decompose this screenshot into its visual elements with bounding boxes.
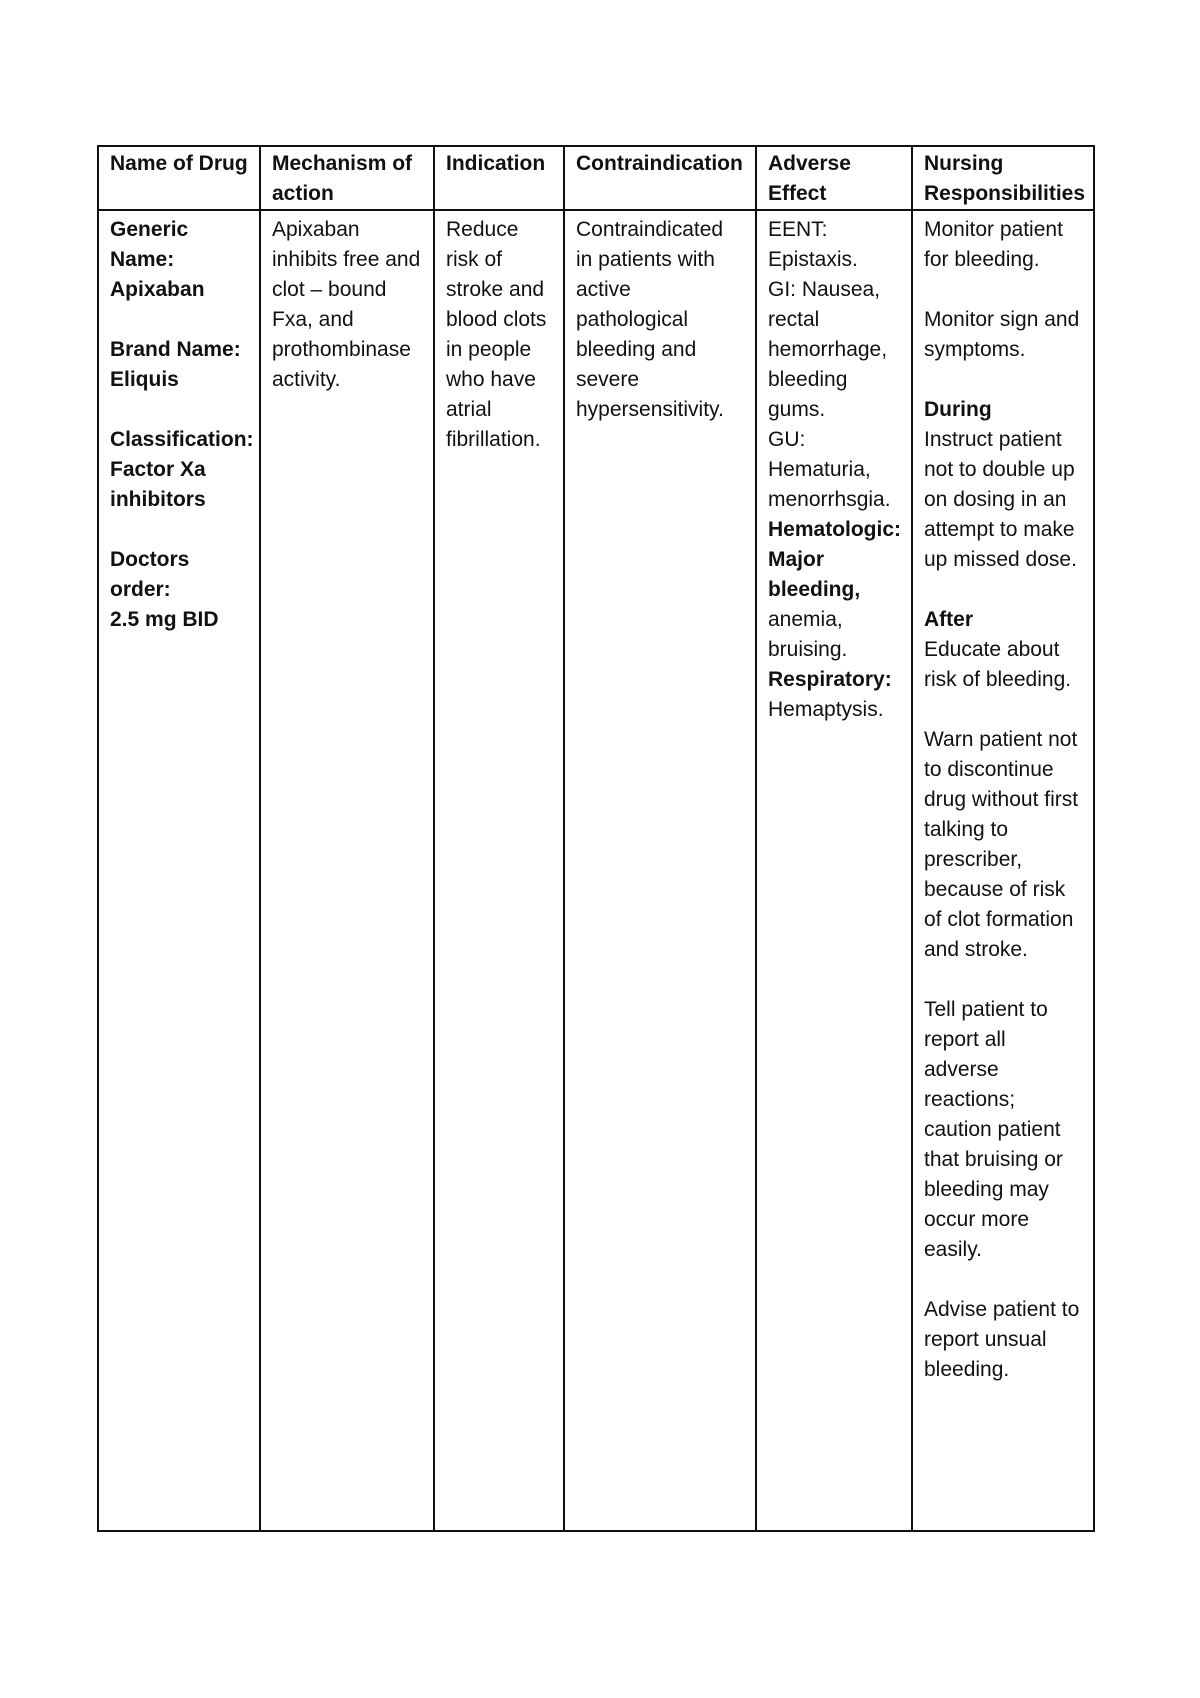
contraindication-text: Contraindicated in patients with active pathological bleeding and severe hypersensitivity.	[576, 218, 724, 421]
indication-text: Reduce risk of stroke and blood clots in people who have atrial fibrillation.	[446, 218, 547, 451]
nursing-item: Educate about risk of bleeding.	[924, 638, 1072, 691]
header-adverse-effect: Adverse Effect	[756, 146, 912, 210]
nursing-item: Tell patient to report all adverse reactions; caution patient that bruising or bleeding may occur more easily.	[924, 998, 1063, 1261]
eent-label: EENT:	[768, 218, 828, 241]
generic-name-value: Apixaban	[110, 278, 205, 301]
brand-name-label: Brand Name:	[110, 338, 241, 361]
header-name-of-drug: Name of Drug	[98, 146, 260, 210]
nursing-item: Advise patient to report unsual bleeding.	[924, 1298, 1080, 1381]
gi-effects: GI: Nausea, rectal hemorrhage, bleeding gums.	[768, 278, 888, 421]
generic-name-label: Generic Name:	[110, 218, 189, 271]
header-mechanism: Mechanism of action	[260, 146, 434, 210]
cell-adverse-effect	[756, 210, 912, 1531]
doctors-order-label: Doctors order:	[110, 548, 190, 601]
cell-name-of-drug	[98, 210, 260, 1531]
cell-contraindication	[564, 210, 756, 1531]
header-nursing-responsibilities: Nursing Responsibilities	[912, 146, 1094, 210]
table-header-row	[98, 146, 1094, 210]
eent-value: Epistaxis.	[768, 248, 858, 271]
header-contraindication: Contraindication	[564, 146, 756, 210]
cell-nursing-responsibilities	[912, 210, 1094, 1531]
table-row	[98, 210, 1094, 1531]
nursing-item: Monitor sign and symptoms.	[924, 308, 1080, 361]
nursing-item: Instruct patient not to double up on dosing in an attempt to make up missed dose.	[924, 428, 1077, 571]
cell-indication	[434, 210, 564, 1531]
brand-name-value: Eliquis	[110, 368, 179, 391]
nursing-item: Monitor patient for bleeding.	[924, 218, 1063, 271]
gu-value: Hematuria, menorrhsgia.	[768, 458, 891, 511]
classification-label: Classification:	[110, 428, 254, 451]
during-label: During	[924, 398, 992, 421]
doctors-order-value: 2.5 mg BID	[110, 608, 219, 631]
drug-study-table	[97, 145, 1095, 1532]
nursing-item: Warn patient not to discontinue drug without first talking to prescriber, because of risk of clot formation and stroke.	[924, 728, 1079, 961]
hematologic-value: anemia, bruising.	[768, 608, 848, 661]
mechanism-text: Apixaban inhibits free and clot – bound Fxa, and prothombinase activity.	[272, 218, 421, 391]
header-indication: Indication	[434, 146, 564, 210]
after-label: After	[924, 608, 974, 631]
respiratory-value: Hemaptysis.	[768, 698, 884, 721]
hematologic-label: Hematologic: Major bleeding,	[768, 518, 902, 601]
classification-value: Factor Xa inhibitors	[110, 458, 206, 511]
cell-mechanism	[260, 210, 434, 1531]
gu-label: GU:	[768, 428, 806, 451]
respiratory-label: Respiratory:	[768, 668, 892, 691]
